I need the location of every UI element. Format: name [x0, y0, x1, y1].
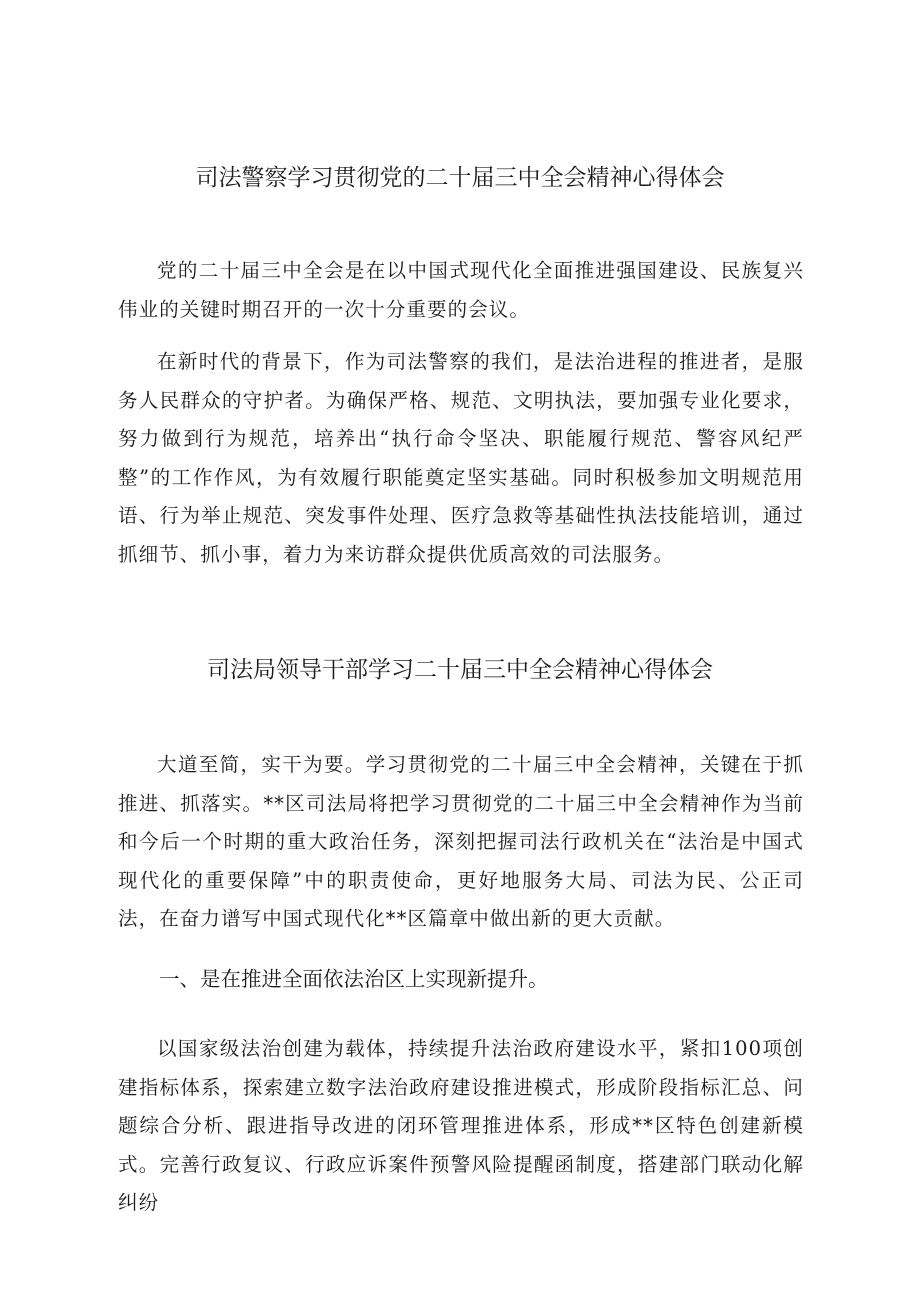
section-heading-1: 一、是在推进全面依法治区上实现新提升。	[159, 967, 549, 991]
body-paragraph-3: 大道至简，实干为要。学习贯彻党的二十届三中全会精神，关键在于抓推进、抓落实。**区司法局将把学习贯彻党的二十届三中全会精神作为当前和今后一个时期的重大政治任务，深刻把握司法行政机关在“法治是中国式现代化的重要保障”中的职责使命，更好地服务大局、司法为民、公正司法，在奋力谱写中国式现代化**区篇章中做出新的更大贡献。	[118, 753, 804, 930]
article-title-1: 司法警察学习贯彻党的二十届三中全会精神心得体会	[195, 165, 725, 191]
body-paragraph-4: 以国家级法治创建为载体，持续提升法治政府建设水平，紧扣100项创建指标体系，探索建立数字法治政府建设推进模式，形成阶段指标汇总、问题综合分析、跟进指导改进的闭环管理推进体系，形成**区特色创建新模式。完善行政复议、行政应诉案件预警风险提醒函制度，搭建部门联动化解纠纷	[118, 1037, 804, 1214]
body-paragraph-1: 党的二十届三中全会是在以中国式现代化全面推进强国建设、民族复兴伟业的关键时期召开的一次十分重要的会议。	[118, 259, 804, 321]
body-paragraph-2: 在新时代的背景下，作为司法警察的我们，是法治进程的推进者，是服务人民群众的守护者。为确保严格、规范、文明执法，要加强专业化要求，努力做到行为规范，培养出“执行命令坚决、职能履行规范、警容风纪严整”的工作作风，为有效履行职能奠定坚实基础。同时积极参加文明规范用语、行为举止规范、突发事件处理、医疗急救等基础性执法技能培训，通过抓细节、抓小事，着力为来访群众提供优质高效的司法服务。	[118, 350, 804, 566]
article-title-2: 司法局领导干部学习二十届三中全会精神心得体会	[207, 657, 713, 683]
